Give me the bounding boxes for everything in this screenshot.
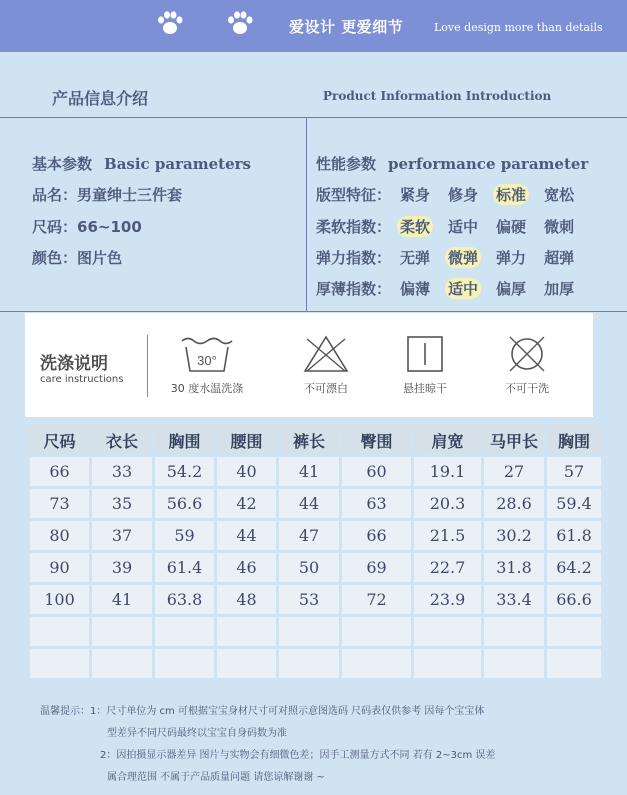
care-label: 30 度水温洗涤 <box>170 382 244 395</box>
care-item-wash <box>167 333 247 396</box>
tip-line: 温馨提示：1：尺寸单位为 cm 可根据宝宝身材尺寸可对照示意图选码 尺码表仅供参考 因每个宝宝体 <box>40 706 485 717</box>
care-divider <box>147 335 148 397</box>
table-cell: 80 <box>30 521 89 550</box>
care-title-cn: 洗涤说明 <box>40 354 108 374</box>
wash-30-icon <box>178 333 236 375</box>
perf-option: 偏硬 <box>496 218 527 236</box>
table-cell: 30.2 <box>484 521 544 550</box>
perf-option: 加厚 <box>544 280 575 298</box>
perf-option: 修身 <box>448 186 479 204</box>
perf-option: 偏薄 <box>400 280 431 298</box>
perf-option-selected: 微弹 <box>445 247 481 268</box>
table-cell <box>342 649 411 678</box>
table-cell: 64.2 <box>547 553 601 582</box>
column-header: 臀围 <box>342 426 411 454</box>
table-cell <box>484 617 544 646</box>
care-instructions-panel <box>25 313 593 417</box>
perf-option: 弹力 <box>496 249 527 267</box>
tip-line: 2：因拍摄显示器差异 图片与实物会有细微色差；因手工测量方式不同 若有 2~3cm 误差 <box>100 750 496 761</box>
tips-notes <box>40 701 495 789</box>
table-cell: 100 <box>30 585 89 614</box>
table-cell: 39 <box>92 553 152 582</box>
table-cell: 61.8 <box>547 521 601 550</box>
column-header: 腰围 <box>217 426 276 454</box>
table-cell: 41 <box>92 585 152 614</box>
paw-print-icon <box>155 9 185 39</box>
table-cell: 44 <box>217 521 276 550</box>
perf-option: 紧身 <box>400 186 431 204</box>
table-row <box>30 489 601 518</box>
table-cell <box>414 617 481 646</box>
table-cell: 53 <box>279 585 339 614</box>
perf-option-selected: 适中 <box>445 278 481 299</box>
table-cell <box>414 649 481 678</box>
table-cell: 69 <box>342 553 411 582</box>
table-row <box>30 585 601 614</box>
table-cell: 56.6 <box>155 489 214 518</box>
perf-row-fit <box>316 184 589 205</box>
perf-option: 宽松 <box>544 186 575 204</box>
care-label: 不可漂白 <box>304 382 348 395</box>
table-cell <box>92 617 152 646</box>
table-cell: 41 <box>279 457 339 486</box>
table-cell: 28.6 <box>484 489 544 518</box>
table-cell <box>30 649 89 678</box>
perf-option: 超弹 <box>544 249 575 267</box>
table-cell: 54.2 <box>155 457 214 486</box>
table-cell <box>484 649 544 678</box>
table-cell: 59.4 <box>547 489 601 518</box>
perf-label: 版型特征： <box>316 186 392 204</box>
table-cell: 73 <box>30 489 89 518</box>
hang-dry-icon <box>396 333 454 375</box>
column-header: 肩宽 <box>414 426 481 454</box>
table-cell <box>547 617 601 646</box>
basic-row-name: 品名：男童绅士三件套 <box>32 186 183 204</box>
table-cell <box>279 617 339 646</box>
table-cell: 72 <box>342 585 411 614</box>
basic-row-color: 颜色：图片色 <box>32 249 123 267</box>
table-cell: 48 <box>217 585 276 614</box>
slogan-cn: 爱设计 更爱细节 <box>289 18 404 36</box>
table-cell: 66 <box>342 521 411 550</box>
perf-row-thickness <box>316 278 589 299</box>
table-cell: 90 <box>30 553 89 582</box>
divider <box>0 311 627 312</box>
table-cell <box>547 649 601 678</box>
perf-row-elasticity <box>316 247 589 268</box>
slogan-en: Love design more than details <box>434 21 603 34</box>
perf-option-selected: 柔软 <box>397 216 433 237</box>
table-row <box>30 553 601 582</box>
table-cell <box>155 649 214 678</box>
column-header: 马甲长 <box>484 426 544 454</box>
table-cell <box>217 649 276 678</box>
care-item-no-dry-clean <box>487 333 567 396</box>
section-title-cn: 产品信息介绍 <box>52 89 149 108</box>
table-cell: 23.9 <box>414 585 481 614</box>
header-banner <box>0 0 627 52</box>
column-header: 胸围 <box>547 426 601 454</box>
column-header: 衣长 <box>92 426 152 454</box>
section-title-en: Product Information Introduction <box>323 89 552 103</box>
tip-line: 属合理范围 不属于产品质量问题 请您谅解谢谢 ~ <box>107 772 325 783</box>
perf-label: 柔软指数： <box>316 218 392 236</box>
table-cell <box>30 617 89 646</box>
table-cell: 19.1 <box>414 457 481 486</box>
table-cell: 31.8 <box>484 553 544 582</box>
table-cell: 27 <box>484 457 544 486</box>
table-cell: 63 <box>342 489 411 518</box>
care-title-en: care instructions <box>40 374 124 385</box>
paw-print-icon <box>225 9 255 39</box>
no-dry-clean-icon <box>498 333 556 375</box>
table-cell: 59 <box>155 521 214 550</box>
table-row <box>30 617 601 646</box>
table-cell: 22.7 <box>414 553 481 582</box>
table-cell: 40 <box>217 457 276 486</box>
perf-option: 无弹 <box>400 249 431 267</box>
table-cell: 66.6 <box>547 585 601 614</box>
size-table <box>27 423 604 681</box>
table-cell <box>342 617 411 646</box>
table-cell: 35 <box>92 489 152 518</box>
basic-heading: 基本参数 Basic parameters <box>32 155 251 173</box>
table-cell: 44 <box>279 489 339 518</box>
perf-option: 微刺 <box>544 218 575 236</box>
table-row <box>30 521 601 550</box>
table-cell: 57 <box>547 457 601 486</box>
no-bleach-icon <box>297 333 355 375</box>
table-cell <box>279 649 339 678</box>
performance-heading: 性能参数 performance parameter <box>316 155 589 173</box>
table-cell <box>92 649 152 678</box>
column-divider <box>306 117 307 312</box>
perf-label: 弹力指数： <box>316 249 392 267</box>
column-header: 胸围 <box>155 426 214 454</box>
table-cell: 42 <box>217 489 276 518</box>
table-cell: 61.4 <box>155 553 214 582</box>
table-cell: 60 <box>342 457 411 486</box>
perf-option: 适中 <box>448 218 479 236</box>
perf-row-softness <box>316 216 589 237</box>
table-cell: 46 <box>217 553 276 582</box>
table-cell <box>217 617 276 646</box>
table-row <box>30 649 601 678</box>
care-item-hang-dry <box>385 333 465 396</box>
care-item-no-bleach <box>286 333 366 396</box>
care-label: 悬挂晾干 <box>403 382 447 395</box>
column-header: 裤长 <box>279 426 339 454</box>
column-header: 尺码 <box>30 426 89 454</box>
table-cell: 63.8 <box>155 585 214 614</box>
care-label: 不可干洗 <box>505 382 549 395</box>
table-cell: 47 <box>279 521 339 550</box>
table-cell: 20.3 <box>414 489 481 518</box>
table-header-row <box>30 426 601 454</box>
table-cell: 33.4 <box>484 585 544 614</box>
basic-row-size: 尺码：66~100 <box>32 218 142 236</box>
table-cell <box>155 617 214 646</box>
table-cell: 50 <box>279 553 339 582</box>
perf-label: 厚薄指数： <box>316 280 392 298</box>
wash-temperature: 30° <box>197 353 217 368</box>
table-cell: 66 <box>30 457 89 486</box>
perf-option-selected: 标准 <box>493 184 529 205</box>
perf-option: 偏厚 <box>496 280 527 298</box>
table-cell: 33 <box>92 457 152 486</box>
table-cell: 21.5 <box>414 521 481 550</box>
tip-line: 型差异不同尺码最终以宝宝自身码数为准 <box>107 728 287 739</box>
table-cell: 37 <box>92 521 152 550</box>
table-row <box>30 457 601 486</box>
divider <box>0 117 627 118</box>
